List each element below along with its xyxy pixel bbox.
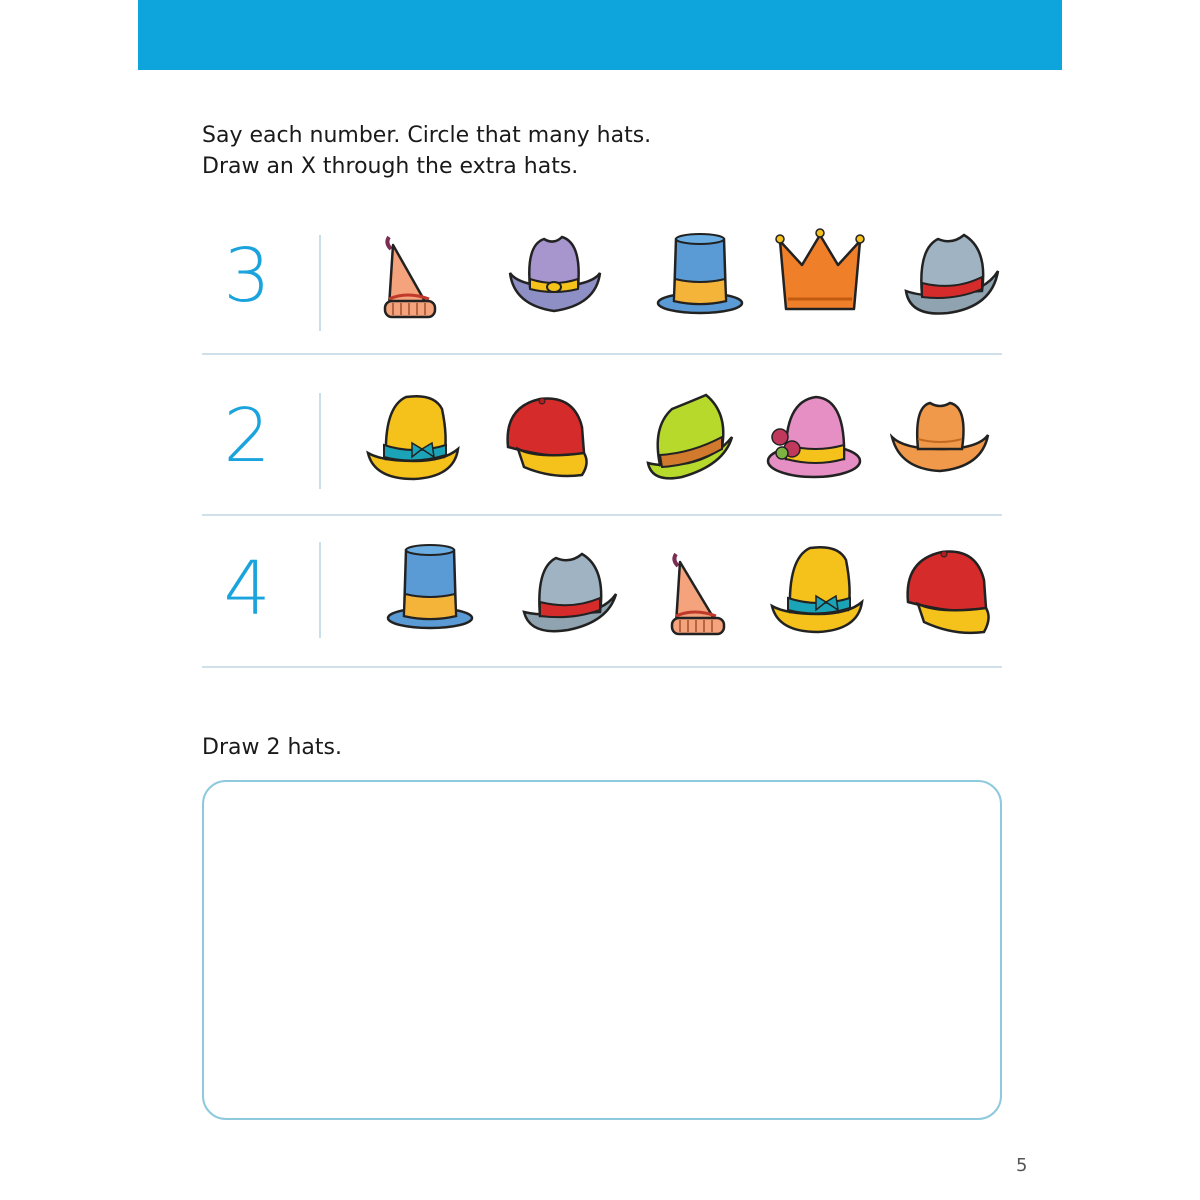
row-divider [202, 353, 1002, 355]
bowler-hat-yellow-icon[interactable] [768, 538, 868, 638]
crown-orange-icon[interactable] [770, 225, 870, 325]
flower-hat-pink-icon[interactable] [764, 387, 864, 487]
row-number: 2 [223, 393, 271, 479]
header-bar [138, 0, 1062, 70]
pointed-knit-hat-icon[interactable] [367, 225, 467, 325]
counting-row-3 [202, 538, 1002, 648]
fedora-green-icon[interactable] [642, 387, 742, 487]
counting-row-1 [202, 225, 1002, 335]
draw-instruction: Draw 2 hats. [202, 735, 342, 760]
row-number: 3 [223, 233, 271, 319]
row-separator-line [319, 235, 321, 331]
top-hat-blue-icon[interactable] [650, 225, 750, 325]
instruction-line-1: Say each number. Circle that many hats. [202, 123, 652, 148]
fedora-gray-icon[interactable] [520, 542, 620, 642]
cowboy-hat-orange-icon[interactable] [890, 387, 990, 487]
baseball-cap-red-icon[interactable] [498, 387, 598, 487]
baseball-cap-red-icon[interactable] [900, 542, 1000, 642]
row-divider [202, 514, 1002, 516]
row-separator-line [319, 542, 321, 638]
row-divider [202, 666, 1002, 668]
counting-row-2 [202, 385, 1002, 495]
row-separator-line [319, 393, 321, 489]
page-number: 5 [1016, 1155, 1028, 1176]
instructions [202, 120, 651, 182]
instruction-line-2: Draw an X through the extra hats. [202, 154, 579, 179]
fedora-gray-icon[interactable] [902, 225, 1002, 325]
pointed-knit-hat-icon[interactable] [654, 544, 754, 644]
drawing-area[interactable] [202, 780, 1002, 1120]
bowler-hat-yellow-icon[interactable] [364, 387, 464, 487]
top-hat-blue-icon[interactable] [380, 538, 480, 638]
row-number: 4 [223, 546, 271, 632]
cowboy-hat-purple-icon[interactable] [504, 225, 604, 325]
